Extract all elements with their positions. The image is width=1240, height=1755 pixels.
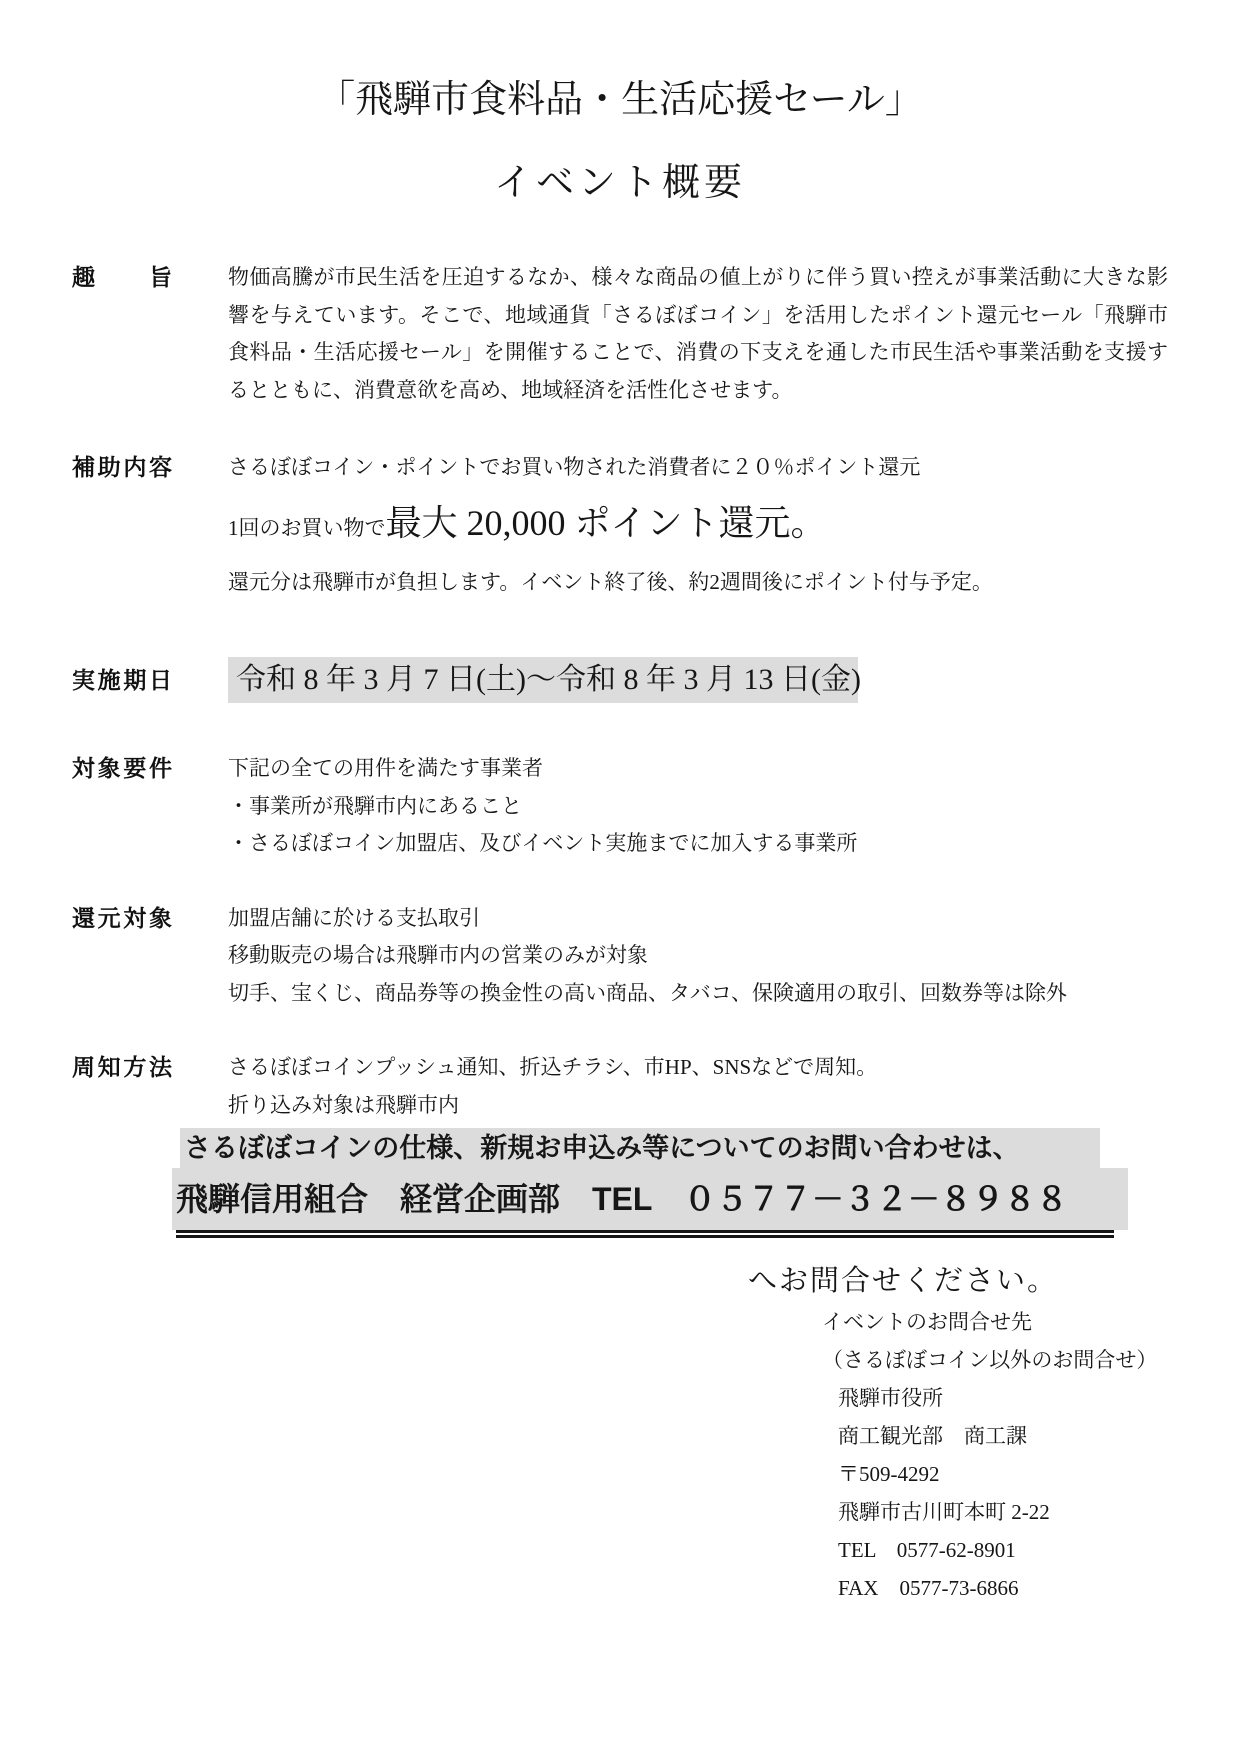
event-contact-line: 飛騨市役所 <box>838 1386 943 1410</box>
event-contact-line: 飛騨市古川町本町 2-22 <box>838 1500 1050 1524</box>
section-purpose-paragraph: 物価高騰が市民生活を圧迫するなか、様々な商品の値上がりに伴う買い控えが事業活動に大きな影響を与えています。そこで、地域通貨「さるぼぼコイン」を活用したポイント還元セール「飛騨市食料品・生活応援セール」を開催することで、消費の下支えを通した市民生活や事業活動を支援するとともに、消費意欲を高め、地域経済を活性化させます。 <box>228 265 1168 402</box>
eligibility-line: ・さるぼぼコイン加盟店、及びイベント実施までに加入する事業所 <box>228 831 858 855</box>
section-purpose <box>0 259 1240 409</box>
event-contact-line: FAX 0577-73-6866 <box>838 1576 1019 1600</box>
section-eligibility <box>0 750 1240 863</box>
subsidy-big-prefix: 1回のお買い物で <box>228 515 386 540</box>
section-subsidy-line1: さるぼぼコイン・ポイントでお買い物された消費者に２０％ポイント還元 <box>228 455 921 479</box>
event-contact-note: （さるぼぼコイン以外のお問合せ） <box>822 1348 1158 1372</box>
section-eligibility-label: 対象要件 <box>72 755 172 781</box>
document-subtitle: イベント概要 <box>493 162 746 204</box>
return-target-line: 切手、宝くじ、商品券等の換金性の高い商品、タバコ、保険適用の取引、回数券等は除外 <box>228 980 1067 1005</box>
section-return-target-label: 還元対象 <box>72 904 172 931</box>
section-publicity <box>0 1049 1240 1124</box>
period-highlight: 令和 8 年 3 月 7 日(土)～令和 8 年 3 月 13 日(金) <box>228 657 858 703</box>
section-publicity-label: 周知方法 <box>72 1054 172 1080</box>
section-period-label: 実施期日 <box>72 667 172 693</box>
publicity-line: 折り込み対象は飛騨市内 <box>228 1092 459 1117</box>
event-contact-line: TEL 0577-62-8901 <box>838 1538 1016 1562</box>
publicity-line: さるぼぼコインプッシュ通知、折込チラシ、市HP、SNSなどで周知。 <box>228 1055 878 1079</box>
section-return-target <box>0 900 1240 1013</box>
coin-contact-suffix: へお問合せください。 <box>748 1265 1059 1297</box>
section-subsidy-label: 補助内容 <box>72 454 172 480</box>
section-subsidy-highlight-line <box>228 497 1168 554</box>
eligibility-line: 下記の全ての用件を満たす事業者 <box>228 756 543 780</box>
section-purpose-label: 趣旨 <box>72 264 172 290</box>
event-contact-line: 〒509-4292 <box>838 1462 940 1486</box>
document-title: 「飛騨市食料品・生活応援セール」 <box>317 79 923 121</box>
coin-contact-intro-highlight: さるぼぼコインの仕様、新規お申込み等についてのお問い合わせは、 <box>180 1128 1100 1168</box>
return-target-line: 移動販売の場合は飛騨市内の営業のみが対象 <box>228 943 648 967</box>
double-underline <box>176 1230 1114 1238</box>
section-period <box>0 657 1240 703</box>
event-contact-line: 商工観光部 商工課 <box>838 1424 1027 1448</box>
event-contact-block <box>822 1303 1240 1607</box>
return-target-line: 加盟店舗に於ける支払取引 <box>228 905 480 930</box>
eligibility-line: ・事業所が飛騨市内にあること <box>228 793 522 818</box>
coin-contact-phone-highlight: 飛騨信用組合 経営企画部 TEL ０５７７－３２－８９８８ <box>172 1168 1128 1230</box>
section-subsidy-note: 還元分は飛騨市が負担します。イベント終了後、約2週間後にポイント付与予定。 <box>228 569 993 594</box>
subsidy-big-text: 最大 20,000 ポイント還元。 <box>385 502 827 543</box>
event-contact-heading: イベントのお問合せ先 <box>822 1310 1032 1334</box>
section-subsidy <box>0 449 1240 601</box>
